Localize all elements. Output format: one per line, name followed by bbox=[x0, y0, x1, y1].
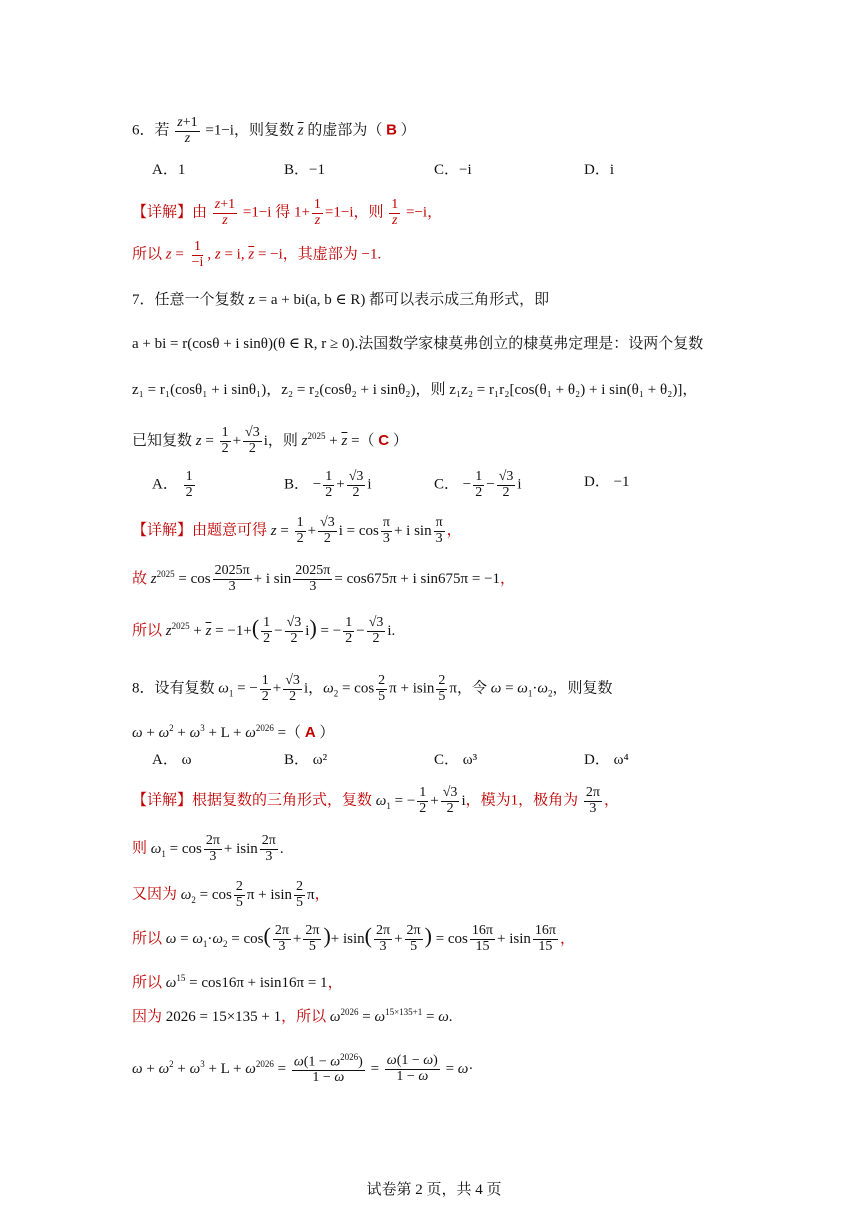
q6-solution-1: 【详解】由 $\frac{z+1}{z}$ =1−i 得 1+ $\frac{1}{z}$ =1−i，则 $\frac{1}{z}$ =−i， bbox=[132, 197, 443, 228]
q8-solution-4: 所以 $\omega = \omega_1\cdot\omega_2 = \cos$( $\frac{2\pi}{3}$ + $\frac{2\pi}{5}$ )+ isin( $\frac{2\pi}{3}$ + $\frac{2\pi}{5}$ ) = cos $\frac{16\pi}{15}$ + isin $\frac{16\pi}{15}$ ， bbox=[132, 923, 575, 955]
q8-stem-2: $\omega + \omega^2 + \omega^3 + L + \omega^{2026}$ =（ A ） bbox=[132, 723, 335, 741]
q6-solution-2: 所以 z = $\frac{1}{-i}$ , z = i, $\overline{z} = -i$，其虚部为 −1. bbox=[132, 239, 382, 270]
q7-option-c: C． − $\frac{1}{2}$ − $\frac{√3}{2}$ i bbox=[434, 469, 522, 500]
q7-answer: C bbox=[378, 432, 390, 449]
q8-option-d: D． ω⁴ bbox=[584, 752, 629, 768]
q6-answer: B bbox=[386, 121, 397, 139]
q7-stem-2: a + bi = r(cosθ + i sinθ)(θ ∈ R, r ≥ 0).法国数学家棣莫弗创立的棣莫弗定理是：设两个复数 bbox=[132, 336, 704, 352]
q7-option-a: A． $\frac{1}{2}$ bbox=[152, 469, 193, 500]
q7-solution-1: 【详解】由题意可得 z = $\frac{1}{2}$ + $\frac{√3}{2}$ i = cos $\frac{\pi}{3}$ + i sin $\frac{\pi}{3}$ ， bbox=[132, 515, 462, 546]
q6-option-a: A．1 bbox=[152, 162, 186, 178]
q7-stem-3: z₁ = r₁(cosθ₁ + i sinθ₁)，z₂ = r₂(cosθ₂ + i sinθ₂)，则 z₁z₂ = r₁r₂[cos(θ₁ + θ₂) + i sin(θ₁ + θ₂)]， bbox=[132, 382, 698, 398]
q7-option-b: B． − $\frac{1}{2}$ + $\frac{√3}{2}$ i bbox=[284, 469, 372, 500]
q8-option-c: C． ω³ bbox=[434, 752, 478, 768]
q6-option-c: C．−i bbox=[434, 162, 472, 178]
q8-option-b: B． ω² bbox=[284, 752, 328, 768]
q6-option-b: B．−1 bbox=[284, 162, 325, 178]
q8-solution-1: 【详解】根据复数的三角形式，复数 $\omega_1$ = − $\frac{1}{2}$ + $\frac{√3}{2}$ i，模为1，极角为 $\frac{2\pi}{3}$ ， bbox=[132, 785, 619, 816]
q8-answer: A bbox=[304, 724, 316, 741]
q8-solution-2: 则 $\omega_1 = \cos$ $\frac{2\pi}{3}$ + isin $\frac{2\pi}{3}$ . bbox=[132, 833, 284, 864]
q8-solution-3: 又因为 $\omega_2 = \cos$ $\frac{2}{5}$ π + isin $\frac{2}{5}$ π， bbox=[132, 879, 330, 910]
q8-option-a: A． ω bbox=[152, 752, 192, 768]
q8-solution-6: 因为 2026 = 15×135 + 1，所以 $\omega^{2026} = \omega^{15\times 135+1} = \omega$. bbox=[132, 1007, 453, 1025]
q7-solution-3: 所以 $z^{2025} + \overline{z} = -1+$( $\frac{1}{2}$ − $\frac{√3}{2}$ i) = − $\frac{1}{2}$ − $\frac{√3}{2}$ i. bbox=[132, 615, 396, 647]
q6-option-d: D．i bbox=[584, 162, 615, 178]
q7-stem-1: 7．任意一个复数 z = a + bi(a, b ∈ R) 都可以表示成三角形式，即 bbox=[132, 292, 550, 308]
q7-stem-4: 已知复数 z = $\frac{1}{2}$ + $\frac{√3}{2}$ i，则 $z^{2025} + \overline{z}$ =（ C ） bbox=[132, 425, 408, 457]
q6-stem: 6．若 $\frac{z+1}{z}$ =1−i，则复数 $\overline{z}$ 的虚部为（ B ） bbox=[132, 115, 416, 146]
q8-solution-5: 所以 $\omega^{15} = \cos 16\pi + isin16\pi = 1$， bbox=[132, 973, 343, 991]
q8-stem-1: 8．设有复数 $\omega_1$ = − $\frac{1}{2}$ + $\frac{√3}{2}$ i，$\omega_2 = \cos$ $\frac{2}{5}$ π + isin $\frac{2}{5}$ π，令 $\omega = \omega_1\cdot\omega_2$，则复数 bbox=[132, 673, 613, 704]
q8-solution-7: $\omega + \omega^2 + \omega^3 + L + \omega^{2026}$ = $\frac{\omega(1 - \omega^{2026})}{1 - \omega}$ = $\frac{\omega(1 - \omega)}{1 - \omega}$ = ω· bbox=[132, 1052, 474, 1086]
page-footer: 试卷第 2 页，共 4 页 bbox=[366, 1182, 502, 1198]
q7-solution-2: 故 $z^{2025} = \cos$ $\frac{2025\pi}{3}$ + i sin $\frac{2025\pi}{3}$ = cos675π + i sin675π = −1， bbox=[132, 563, 516, 595]
q7-option-d: D． −1 bbox=[584, 474, 630, 490]
